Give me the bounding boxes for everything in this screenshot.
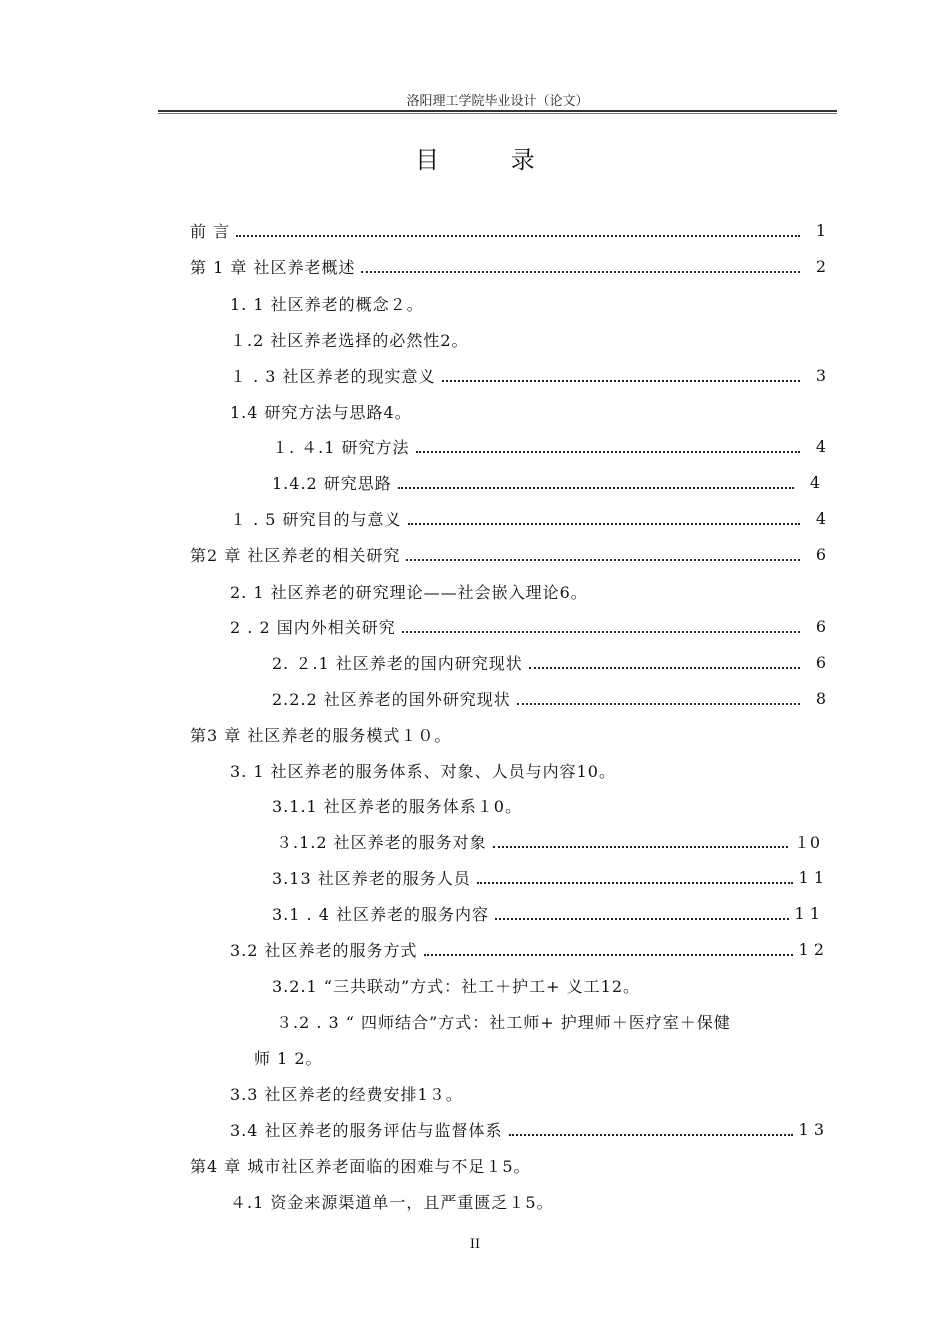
toc-dot-leader — [495, 917, 789, 920]
toc-entry-label: 2 . 2 国内外相关研究 — [230, 617, 396, 637]
toc-entry-page: 1 2 — [798, 939, 824, 959]
toc-dot-leader — [509, 1133, 793, 1136]
toc-entry[interactable] — [190, 248, 826, 284]
toc-entry-label: 前 言 — [190, 221, 231, 241]
toc-entry[interactable] — [230, 500, 826, 536]
toc-entry-label: 3.13 社区养老的服务人员 — [272, 868, 471, 888]
toc-entry-page: 6 — [815, 652, 826, 672]
toc-entry-page: 3 — [815, 365, 826, 385]
toc-entry[interactable] — [230, 752, 616, 788]
toc-entry[interactable] — [190, 716, 451, 752]
toc-entry-label: 第4 章 城市社区养老面临的困难与不足１5。 — [190, 1156, 531, 1176]
toc-entry[interactable] — [276, 1003, 731, 1039]
page-title: 目 录 — [415, 146, 567, 174]
toc-entry-page: 1 3 — [798, 1119, 824, 1139]
header-rule — [158, 110, 837, 112]
toc-entry-page: 4 — [815, 508, 826, 528]
toc-entry[interactable] — [272, 967, 640, 1003]
toc-entry-label: 2. ２.1 社区养老的国内研究现状 — [272, 653, 523, 673]
toc-entry-label: ３.1.2 社区养老的服务对象 — [276, 832, 487, 852]
toc-entry-label: 第3 章 社区养老的服务模式１０。 — [190, 725, 452, 745]
toc-entry-label: 3. 1 社区养老的服务体系、对象、人员与内容10。 — [230, 761, 616, 781]
toc-entry-label: 3.4 社区养老的服务评估与监督体系 — [230, 1120, 503, 1140]
toc-entry-label: １ . 3 社区养老的现实意义 — [230, 366, 436, 386]
toc-entry-label: １.2 社区养老选择的必然性2。 — [230, 330, 469, 350]
toc-entry[interactable] — [230, 931, 824, 967]
toc-entry-label: 3.1 . 4 社区养老的服务内容 — [272, 904, 489, 924]
toc-entry-label: 3.2 社区养老的服务方式 — [230, 940, 418, 960]
toc-dot-leader — [406, 558, 800, 561]
toc-entry[interactable] — [272, 644, 826, 680]
toc-dot-leader — [416, 450, 800, 453]
toc-entry-page: 6 — [815, 616, 826, 636]
toc-dot-leader — [477, 881, 793, 884]
toc-entry[interactable] — [272, 859, 824, 895]
toc-dot-leader — [408, 522, 800, 525]
toc-entry[interactable] — [276, 823, 820, 859]
toc-entry[interactable] — [230, 285, 424, 321]
running-header: 洛阳理工学院毕业设计（论文） — [406, 94, 589, 109]
toc-entry-page: 1 1 — [794, 903, 820, 923]
page-number: II — [469, 1237, 481, 1252]
toc-entry-label: 师 1 2。 — [254, 1048, 323, 1068]
toc-entry-page: 2 — [815, 256, 826, 276]
toc-entry-page: 1 — [815, 220, 826, 240]
toc-entry-label: 1.4 研究方法与思路4。 — [230, 402, 412, 422]
toc-entry-label: 3.3 社区养老的经费安排1３。 — [230, 1084, 463, 1104]
toc-entry-label: ４.1 资金来源渠道单一，且严重匮乏１5。 — [230, 1192, 554, 1212]
toc-dot-leader — [361, 270, 800, 273]
toc-dot-leader — [236, 234, 800, 237]
toc-entry-label: １ . 5 研究目的与意义 — [230, 509, 402, 529]
toc-entry[interactable] — [190, 536, 826, 572]
toc-dot-leader — [424, 953, 793, 956]
toc-entry[interactable] — [272, 895, 820, 931]
toc-dot-leader — [529, 666, 800, 669]
toc-entry[interactable] — [230, 1183, 554, 1219]
toc-entry[interactable] — [272, 464, 820, 500]
toc-entry-label: 2.2.2 社区养老的国外研究现状 — [272, 689, 511, 709]
header-rule-thin — [158, 113, 837, 114]
toc-entry-label: 第2 章 社区养老的相关研究 — [190, 545, 401, 565]
toc-entry-label: １. ４.1 研究方法 — [272, 437, 410, 457]
toc-entry[interactable] — [230, 573, 588, 609]
toc-entry[interactable] — [230, 608, 826, 644]
toc-dot-leader — [517, 702, 800, 705]
toc-entry-page: 4 — [809, 472, 820, 492]
toc-entry-label: 3.2.1 “三共联动”方式：社工＋护工+ 义工12。 — [272, 976, 641, 996]
toc-entry-label: ３.2 . 3 “ 四师结合”方式：社工师+ 护理师＋医疗室＋保健 — [276, 1012, 731, 1032]
toc-entry[interactable] — [272, 428, 826, 464]
toc-entry[interactable] — [272, 787, 522, 823]
toc-entry[interactable] — [230, 321, 469, 357]
toc-entry[interactable] — [190, 1147, 531, 1183]
toc-entry-label: 1. 1 社区养老的概念２。 — [230, 294, 424, 314]
toc-entry-page: 1 1 — [798, 867, 824, 887]
toc-entry[interactable] — [272, 680, 826, 716]
toc-entry[interactable] — [230, 357, 826, 393]
toc-entry-page: １0 — [793, 832, 820, 852]
toc-dot-leader — [442, 379, 800, 382]
toc-dot-leader — [398, 486, 794, 489]
toc-dot-leader — [402, 630, 800, 633]
toc-entry[interactable] — [230, 1111, 824, 1147]
toc-entry[interactable] — [230, 393, 412, 429]
toc-dot-leader — [493, 845, 788, 848]
toc-entry-page: 6 — [815, 544, 826, 564]
toc-entry-label: 3.1.1 社区养老的服务体系１0。 — [272, 796, 522, 816]
toc-entry[interactable] — [254, 1039, 323, 1075]
toc-entry-label: 1.4.2 研究思路 — [272, 473, 392, 493]
toc-entry-label: 第 1 章 社区养老概述 — [190, 257, 356, 277]
toc-entry[interactable] — [230, 1075, 463, 1111]
toc-entry-label: 2. 1 社区养老的研究理论——社会嵌入理论6。 — [230, 582, 588, 602]
toc-entry[interactable] — [190, 212, 826, 248]
toc-entry-page: 4 — [815, 436, 826, 456]
toc-entry-page: 8 — [815, 688, 826, 708]
